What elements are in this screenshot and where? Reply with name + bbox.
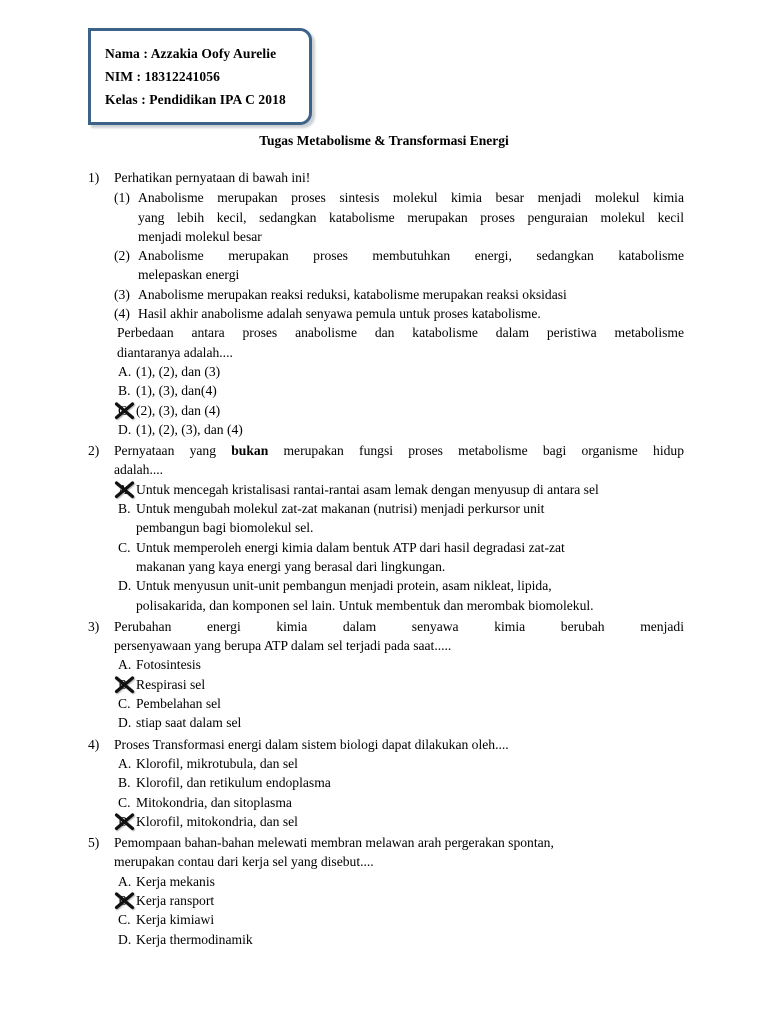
- option-2b-letter: B.: [118, 501, 131, 517]
- option-5b-text: Kerja ransport: [136, 892, 215, 908]
- option-4a-letter: A.: [118, 755, 132, 771]
- option-2a-text: [136, 480, 684, 499]
- statement-2-line-2: melepaskan energi: [138, 267, 240, 283]
- question-3-header: [88, 617, 684, 656]
- option-2c[interactable]: [114, 538, 684, 577]
- question-1-closing: [117, 323, 684, 362]
- option-4c-letter: C.: [118, 794, 131, 810]
- identity-name-line: Nama : Azzakia Oofy Aurelie: [105, 46, 277, 61]
- option-3c-text: Pembelahan sel: [136, 696, 221, 712]
- question-5-prompt-line-1: Pemompaan bahan-bahan melewati membran melawan arah pergerakan spontan,: [114, 835, 554, 851]
- question-5: [88, 833, 684, 949]
- statement-1-label: (1): [114, 190, 130, 206]
- question-5-options: [114, 872, 684, 949]
- option-1b-text: (1), (3), dan(4): [136, 383, 217, 399]
- option-1a[interactable]: [114, 362, 684, 381]
- option-3a[interactable]: [114, 655, 684, 674]
- option-4d-text: Klorofil, mitokondria, dan sel: [136, 813, 298, 829]
- option-1c-text: (2), (3), dan (4): [136, 402, 221, 418]
- option-3d-text: stiap saat dalam sel: [136, 715, 242, 731]
- option-3d-letter: D.: [118, 715, 132, 731]
- question-2-prompt-post: merupakan fungsi proses metabolisme bagi organisme hidup: [268, 443, 684, 459]
- identity-class-line: Kelas : Pendidikan IPA C 2018: [105, 92, 286, 108]
- option-5d-letter: D.: [118, 931, 132, 947]
- question-2-options: [114, 480, 684, 615]
- question-5-prompt-line-2: merupakan contau dari kerja sel yang disebut....: [114, 854, 374, 870]
- option-4d-letter: D.: [118, 813, 132, 829]
- question-4-number: 4): [88, 736, 100, 752]
- option-3b-letter: B.: [118, 676, 131, 692]
- option-1c[interactable]: [114, 401, 684, 420]
- question-1-number: 1): [88, 170, 100, 185]
- question-2-prompt-line-1: [114, 441, 684, 460]
- option-4c[interactable]: [114, 793, 684, 812]
- question-4: [88, 735, 684, 831]
- option-5a-letter: A.: [118, 873, 132, 889]
- option-2b-text: [136, 499, 684, 538]
- question-3-number: 3): [88, 618, 100, 634]
- option-3b-text: Respirasi sel: [136, 676, 206, 692]
- option-1d-text: (1), (2), (3), dan (4): [136, 421, 243, 437]
- option-1a-text: (1), (2), dan (3): [136, 363, 221, 379]
- question-2-prompt-emphasis: bukan: [231, 443, 269, 459]
- option-5a[interactable]: [114, 872, 684, 891]
- document-title: Tugas Metabolisme & Transformasi Energi: [259, 133, 509, 148]
- option-2b[interactable]: [114, 499, 684, 538]
- question-3-prompt-line-1: Perubahan energi kimia dalam senyawa kimia berubah menjadi: [114, 618, 684, 634]
- option-2d[interactable]: [114, 576, 684, 615]
- question-2-prompt: [114, 441, 684, 480]
- option-5c-text: Kerja kimiawi: [136, 912, 215, 928]
- option-1a-letter: A.: [118, 363, 132, 379]
- option-3d[interactable]: [114, 713, 684, 732]
- student-identity-box: [88, 28, 312, 125]
- option-2a-line-1: Untuk mencegah kristalisasi rantai-rantai asam lemak dengan menyusup di antara sel: [136, 481, 599, 497]
- option-4a-text: Klorofil, mikrotubula, dan sel: [136, 755, 298, 771]
- statement-2-line-1: Anabolisme merupakan proses membutuhkan energi, sedangkan katabolisme: [138, 248, 684, 264]
- option-5c[interactable]: [114, 910, 684, 929]
- option-2d-line-2: polisakarida, dan komponen sel lain. Untuk membentuk dan merombak biomolekul.: [136, 597, 594, 613]
- option-5d[interactable]: [114, 930, 684, 949]
- option-1c-letter: C.: [118, 402, 131, 418]
- question-1-closing-line-2: diantaranya adalah....: [117, 344, 233, 360]
- option-5d-text: Kerja thermodinamik: [136, 931, 253, 947]
- question-2: [88, 441, 684, 615]
- statement-1-line-1: Anabolisme merupakan proses sintesis molekul kimia besar menjadi molekul kimia: [138, 190, 684, 206]
- statement-3-label: (3): [114, 286, 130, 302]
- question-5-number: 5): [88, 835, 100, 851]
- question-1: [88, 168, 684, 439]
- statement-1: [114, 188, 684, 246]
- statement-3-body: Anabolisme merupakan reaksi reduksi, katabolisme merupakan reaksi oksidasi: [138, 286, 567, 302]
- option-4b-letter: B.: [118, 775, 131, 791]
- question-2-prompt-pre: Pernyataan yang: [114, 443, 232, 459]
- statement-4-body: Hasil akhir anabolisme adalah senyawa pemula untuk proses katabolisme.: [138, 306, 541, 322]
- question-3-prompt: [114, 617, 684, 656]
- statement-4: [114, 304, 684, 323]
- option-2b-line-2: pembangun bagi biomolekul sel.: [136, 520, 314, 536]
- question-4-options: [114, 754, 684, 831]
- option-4b-text: Klorofil, dan retikulum endoplasma: [136, 775, 331, 791]
- question-3-prompt-line-2: persenyawaan yang berupa ATP dalam sel terjadi pada saat.....: [114, 638, 452, 654]
- option-4d[interactable]: [114, 812, 684, 831]
- option-5a-text: Kerja mekanis: [136, 873, 215, 889]
- option-3a-letter: A.: [118, 657, 132, 673]
- statement-1-body: [138, 188, 684, 246]
- question-1-prompt: Perhatikan pernyataan di bawah ini!: [114, 170, 311, 185]
- question-2-header: [88, 441, 684, 480]
- option-5b-letter: B.: [118, 892, 131, 908]
- option-2c-line-1: Untuk memperoleh energi kimia dalam bentuk ATP dari hasil degradasi zat-zat: [136, 539, 565, 555]
- option-3b[interactable]: [114, 675, 684, 694]
- identity-box-frame: [88, 28, 312, 125]
- question-4-prompt: Proses Transformasi energi dalam sistem biologi dapat dilakukan oleh....: [114, 736, 509, 752]
- question-5-prompt: [114, 833, 684, 872]
- statement-3: [114, 285, 684, 304]
- option-3c-letter: C.: [118, 696, 131, 712]
- question-1-options: [114, 362, 684, 439]
- question-1-header: [88, 168, 684, 187]
- option-4a[interactable]: [114, 754, 684, 773]
- option-1b-letter: B.: [118, 383, 131, 399]
- statement-1-line-2: yang lebih kecil, sedangkan katabolisme merupakan proses penguraian molekul kecil: [138, 209, 684, 225]
- statement-2-label: (2): [114, 248, 130, 264]
- statement-2-body: [138, 246, 684, 285]
- statement-4-label: (4): [114, 306, 130, 322]
- question-2-prompt-line-2: adalah....: [114, 462, 164, 478]
- option-4c-text: Mitokondria, dan sitoplasma: [136, 794, 292, 810]
- option-1d[interactable]: [114, 420, 684, 439]
- option-3c[interactable]: [114, 694, 684, 713]
- option-5b[interactable]: [114, 891, 684, 910]
- option-4b[interactable]: [114, 773, 684, 792]
- option-2c-text: [136, 538, 684, 577]
- option-2c-line-2: makanan yang kaya energi yang berasal dari lingkungan.: [136, 558, 446, 574]
- option-2a[interactable]: [114, 480, 684, 499]
- option-1d-letter: D.: [118, 421, 132, 437]
- option-3a-text: Fotosintesis: [136, 657, 201, 673]
- statement-2: [114, 246, 684, 285]
- option-2b-line-1: Untuk mengubah molekul zat-zat makanan (nutrisi) menjadi perkursor unit: [136, 501, 545, 517]
- option-2d-text: [136, 576, 684, 615]
- option-1b[interactable]: [114, 381, 684, 400]
- question-1-statements: [114, 188, 684, 362]
- question-3: [88, 617, 684, 733]
- question-5-header: [88, 833, 684, 872]
- question-1-closing-line-1: Perbedaan antara proses anabolisme dan katabolisme dalam peristiwa metabolisme: [117, 325, 684, 341]
- document-body: [88, 166, 684, 949]
- option-2c-letter: C.: [118, 539, 131, 555]
- identity-nim-line: NIM : 18312241056: [105, 69, 220, 85]
- statement-1-line-3: menjadi molekul besar: [138, 228, 262, 244]
- question-3-options: [114, 655, 684, 732]
- question-2-number: 2): [88, 443, 100, 459]
- option-2a-letter: A.: [118, 481, 132, 497]
- option-2d-letter: D.: [118, 578, 132, 594]
- option-2d-line-1: Untuk menyusun unit-unit pembangun menjadi protein, asam nikleat, lipida,: [136, 578, 552, 594]
- question-4-header: [88, 735, 684, 754]
- option-5c-letter: C.: [118, 912, 131, 928]
